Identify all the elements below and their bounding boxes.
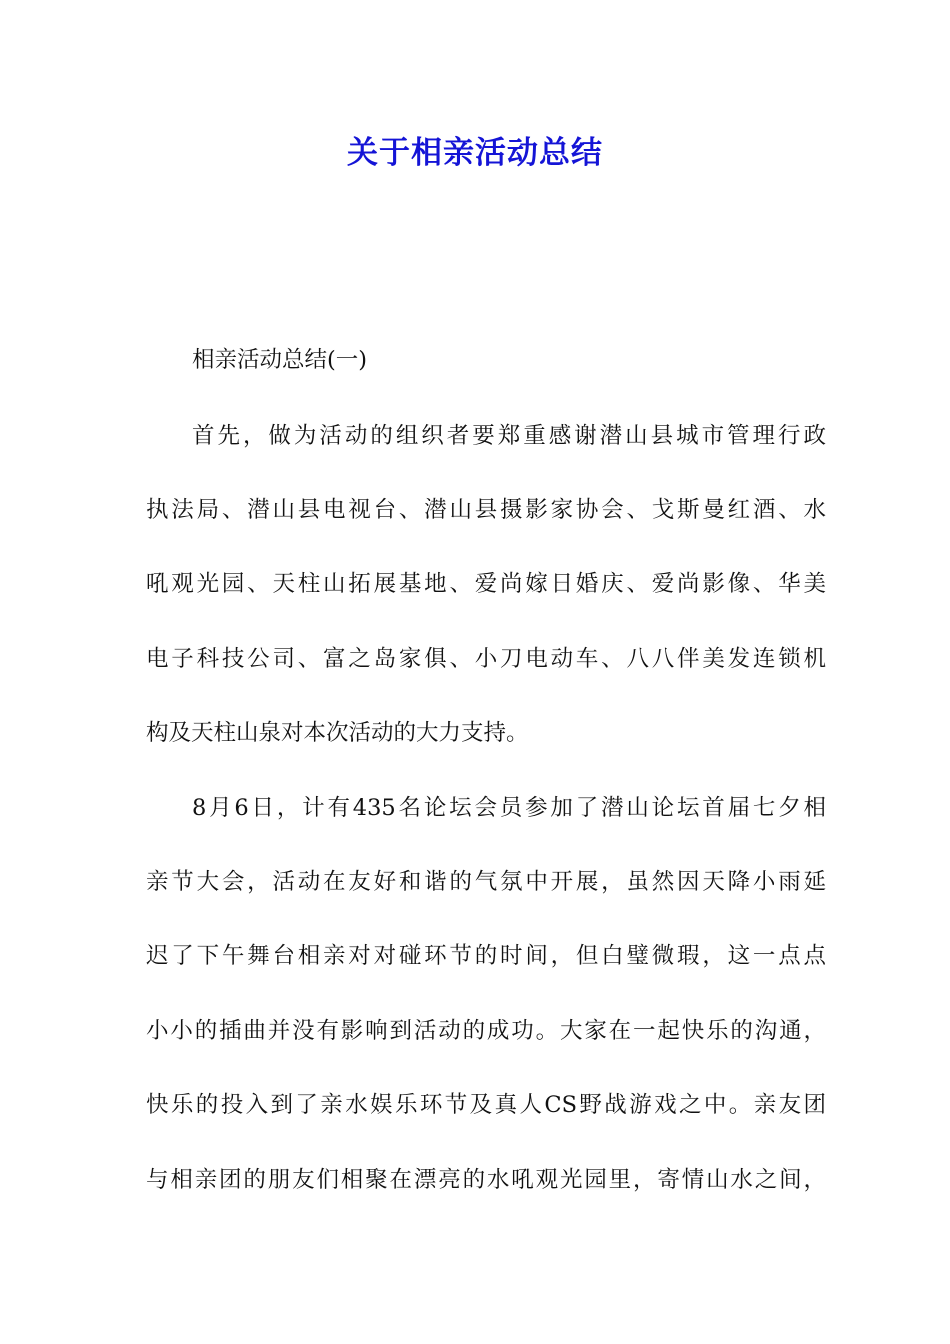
paragraph-line: 电子科技公司、富之岛家俱、小刀电动车、八八伴美发连锁机 — [146, 646, 826, 672]
paragraph-line: 执法局、潜山县电视台、潜山县摄影家协会、戈斯曼红酒、水 — [146, 497, 826, 523]
section-heading: 相亲活动总结(一) — [192, 347, 368, 373]
paragraph-line: 与相亲团的朋友们相聚在漂亮的水吼观光园里，寄情山水之间， — [146, 1167, 826, 1193]
paragraph-line: 迟了下午舞台相亲对对碰环节的时间，但白璧微瑕，这一点点 — [146, 943, 826, 969]
paragraph-line: 构及天柱山泉对本次活动的大力支持。 — [146, 720, 529, 746]
document-title: 关于相亲活动总结 — [347, 135, 603, 171]
paragraph-line: 首先，做为活动的组织者要郑重感谢潜山县城市管理行政 — [192, 423, 826, 449]
paragraph-line: 小小的插曲并没有影响到活动的成功。大家在一起快乐的沟通， — [146, 1018, 826, 1044]
paragraph-line: 吼观光园、天柱山拓展基地、爱尚嫁日婚庆、爱尚影像、华美 — [146, 571, 826, 597]
paragraph-line: 快乐的投入到了亲水娱乐环节及真人CS野战游戏之中。亲友团 — [146, 1092, 826, 1118]
paragraph-line: 8月6日，计有435名论坛会员参加了潜山论坛首届七夕相 — [192, 795, 826, 821]
paragraph-line: 亲节大会，活动在友好和谐的气氛中开展，虽然因天降小雨延 — [146, 869, 826, 895]
